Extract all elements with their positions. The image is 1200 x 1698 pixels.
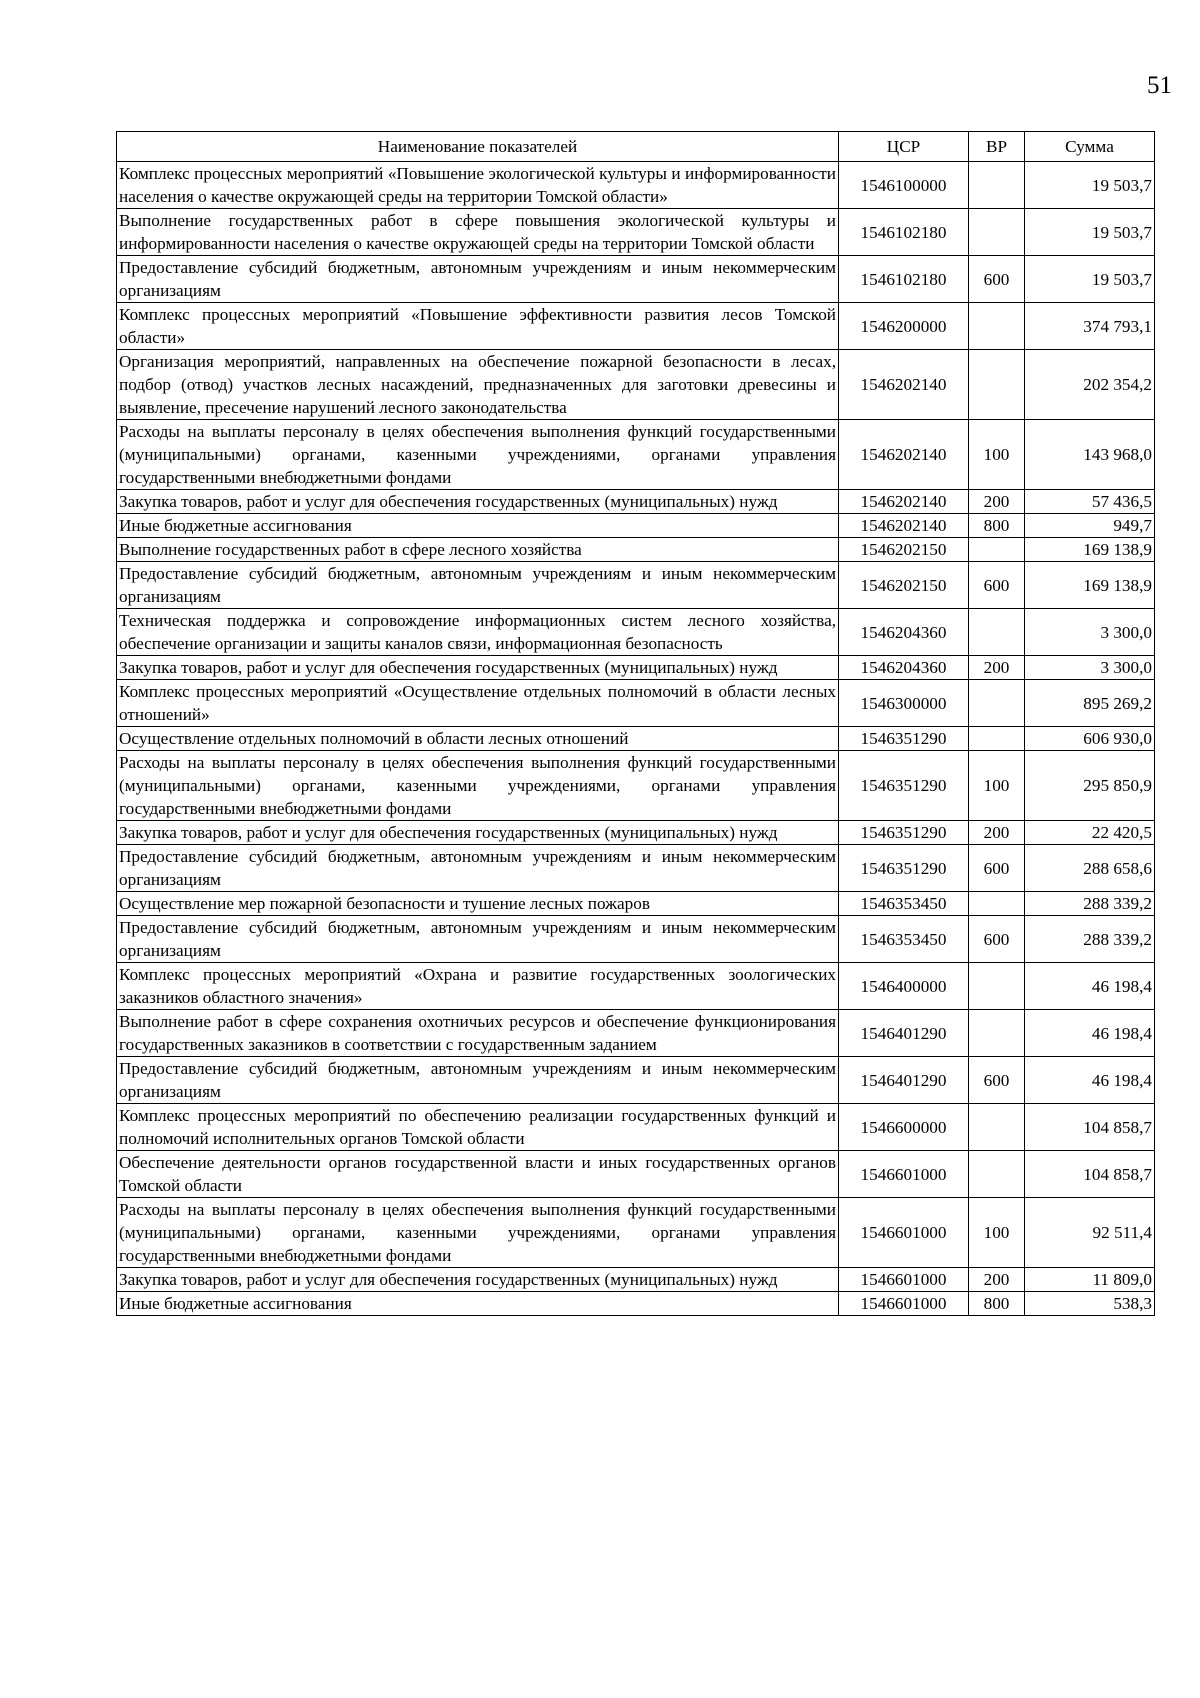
row-vr: 100 — [969, 1198, 1025, 1268]
row-code: 1546351290 — [839, 727, 969, 751]
row-sum: 606 930,0 — [1025, 727, 1155, 751]
row-code: 1546202150 — [839, 538, 969, 562]
row-sum: 46 198,4 — [1025, 1057, 1155, 1104]
row-name: Выполнение работ в сфере сохранения охотничьих ресурсов и обеспечение функционирования государственных заказников в соответствии с государственным заданием — [117, 1010, 839, 1057]
table-row — [117, 916, 1155, 963]
table-row — [117, 256, 1155, 303]
row-vr: 800 — [969, 1292, 1025, 1316]
row-sum: 46 198,4 — [1025, 963, 1155, 1010]
row-name: Закупка товаров, работ и услуг для обеспечения государственных (муниципальных) нужд — [117, 1268, 839, 1292]
row-name: Закупка товаров, работ и услуг для обеспечения государственных (муниципальных) нужд — [117, 490, 839, 514]
row-vr — [969, 1151, 1025, 1198]
table-row — [117, 490, 1155, 514]
row-sum: 202 354,2 — [1025, 350, 1155, 420]
row-code: 1546401290 — [839, 1010, 969, 1057]
row-name: Закупка товаров, работ и услуг для обеспечения государственных (муниципальных) нужд — [117, 656, 839, 680]
row-sum: 143 968,0 — [1025, 420, 1155, 490]
row-code: 1546353450 — [839, 892, 969, 916]
row-vr — [969, 609, 1025, 656]
row-sum: 3 300,0 — [1025, 656, 1155, 680]
table-row — [117, 751, 1155, 821]
row-name: Выполнение государственных работ в сфере лесного хозяйства — [117, 538, 839, 562]
row-sum: 895 269,2 — [1025, 680, 1155, 727]
header-sum: Сумма — [1025, 132, 1155, 162]
row-vr: 100 — [969, 751, 1025, 821]
row-vr — [969, 162, 1025, 209]
table-row — [117, 1268, 1155, 1292]
table-row — [117, 680, 1155, 727]
row-code: 1546202140 — [839, 514, 969, 538]
row-name: Осуществление мер пожарной безопасности и тушение лесных пожаров — [117, 892, 839, 916]
row-name: Предоставление субсидий бюджетным, автономным учреждениям и иным некоммерческим организациям — [117, 1057, 839, 1104]
row-name: Организация мероприятий, направленных на обеспечение пожарной безопасности в лесах, подбор (отвод) участков лесных насаждений, предназначенных для заготовки древесины и выявление, пресечение нарушений лесного законодательства — [117, 350, 839, 420]
row-sum: 288 339,2 — [1025, 916, 1155, 963]
row-name: Техническая поддержка и сопровождение информационных систем лесного хозяйства, обеспечение организации и защиты каналов связи, информационная безопасность — [117, 609, 839, 656]
table-row — [117, 420, 1155, 490]
table-row — [117, 1292, 1155, 1316]
row-code: 1546351290 — [839, 751, 969, 821]
row-name: Комплекс процессных мероприятий «Охрана и развитие государственных зоологических заказников областного значения» — [117, 963, 839, 1010]
row-code: 1546202150 — [839, 562, 969, 609]
table-row — [117, 963, 1155, 1010]
table-row — [117, 350, 1155, 420]
row-vr: 600 — [969, 256, 1025, 303]
row-name: Предоставление субсидий бюджетным, автономным учреждениям и иным некоммерческим организациям — [117, 916, 839, 963]
table-row — [117, 1057, 1155, 1104]
row-vr — [969, 1104, 1025, 1151]
row-code: 1546102180 — [839, 256, 969, 303]
row-code: 1546353450 — [839, 916, 969, 963]
row-code: 1546200000 — [839, 303, 969, 350]
row-sum: 538,3 — [1025, 1292, 1155, 1316]
row-code: 1546202140 — [839, 350, 969, 420]
row-vr — [969, 303, 1025, 350]
row-name: Предоставление субсидий бюджетным, автономным учреждениям и иным некоммерческим организациям — [117, 845, 839, 892]
row-vr — [969, 963, 1025, 1010]
row-name: Предоставление субсидий бюджетным, автономным учреждениям и иным некоммерческим организациям — [117, 562, 839, 609]
row-code: 1546400000 — [839, 963, 969, 1010]
row-vr — [969, 209, 1025, 256]
row-vr — [969, 350, 1025, 420]
row-vr — [969, 892, 1025, 916]
table-row — [117, 514, 1155, 538]
row-code: 1546202140 — [839, 490, 969, 514]
row-code: 1546601000 — [839, 1292, 969, 1316]
row-name: Расходы на выплаты персоналу в целях обеспечения выполнения функций государственными (муниципальными) органами, казенными учреждениями, органами управления государственными внебюджетными фондами — [117, 1198, 839, 1268]
row-vr: 200 — [969, 490, 1025, 514]
row-sum: 92 511,4 — [1025, 1198, 1155, 1268]
row-code: 1546204360 — [839, 609, 969, 656]
row-vr — [969, 727, 1025, 751]
row-vr: 200 — [969, 821, 1025, 845]
row-sum: 11 809,0 — [1025, 1268, 1155, 1292]
row-vr: 600 — [969, 562, 1025, 609]
table-body — [117, 162, 1155, 1316]
header-vr: ВР — [969, 132, 1025, 162]
row-vr — [969, 680, 1025, 727]
table-row — [117, 303, 1155, 350]
row-vr: 600 — [969, 916, 1025, 963]
row-sum: 104 858,7 — [1025, 1151, 1155, 1198]
row-sum: 19 503,7 — [1025, 162, 1155, 209]
row-code: 1546401290 — [839, 1057, 969, 1104]
row-name: Иные бюджетные ассигнования — [117, 1292, 839, 1316]
row-code: 1546300000 — [839, 680, 969, 727]
row-name: Выполнение государственных работ в сфере повышения экологической культуры и информированности населения о качестве окружающей среды на территории Томской области — [117, 209, 839, 256]
row-vr: 600 — [969, 1057, 1025, 1104]
table-row — [117, 1198, 1155, 1268]
row-sum: 169 138,9 — [1025, 538, 1155, 562]
table-row — [117, 609, 1155, 656]
row-code: 1546601000 — [839, 1198, 969, 1268]
row-sum: 374 793,1 — [1025, 303, 1155, 350]
row-vr: 200 — [969, 1268, 1025, 1292]
row-code: 1546600000 — [839, 1104, 969, 1151]
row-sum: 295 850,9 — [1025, 751, 1155, 821]
header-code: ЦСР — [839, 132, 969, 162]
row-sum: 22 420,5 — [1025, 821, 1155, 845]
row-vr: 800 — [969, 514, 1025, 538]
row-vr: 600 — [969, 845, 1025, 892]
budget-table — [116, 131, 1155, 1316]
row-sum: 949,7 — [1025, 514, 1155, 538]
table-row — [117, 562, 1155, 609]
row-name: Комплекс процессных мероприятий по обеспечению реализации государственных функций и полномочий исполнительных органов Томской области — [117, 1104, 839, 1151]
row-vr — [969, 1010, 1025, 1057]
row-name: Комплекс процессных мероприятий «Повышение эффективности развития лесов Томской области» — [117, 303, 839, 350]
table-row — [117, 1151, 1155, 1198]
table-row — [117, 821, 1155, 845]
row-vr: 100 — [969, 420, 1025, 490]
row-name: Обеспечение деятельности органов государственной власти и иных государственных органов Томской области — [117, 1151, 839, 1198]
row-vr — [969, 538, 1025, 562]
table-header — [117, 132, 1155, 162]
row-sum: 19 503,7 — [1025, 209, 1155, 256]
table-row — [117, 209, 1155, 256]
header-row — [117, 132, 1155, 162]
table-row — [117, 1104, 1155, 1151]
row-code: 1546100000 — [839, 162, 969, 209]
table-row — [117, 162, 1155, 209]
table-row — [117, 845, 1155, 892]
row-name: Комплекс процессных мероприятий «Повышение экологической культуры и информированности населения о качестве окружающей среды на территории Томской области» — [117, 162, 839, 209]
row-code: 1546601000 — [839, 1268, 969, 1292]
row-code: 1546351290 — [839, 821, 969, 845]
row-sum: 169 138,9 — [1025, 562, 1155, 609]
row-name: Расходы на выплаты персоналу в целях обеспечения выполнения функций государственными (муниципальными) органами, казенными учреждениями, органами управления государственными внебюджетными фондами — [117, 751, 839, 821]
row-sum: 288 339,2 — [1025, 892, 1155, 916]
table-row — [117, 656, 1155, 680]
table-row — [117, 538, 1155, 562]
row-sum: 288 658,6 — [1025, 845, 1155, 892]
row-sum: 104 858,7 — [1025, 1104, 1155, 1151]
row-name: Закупка товаров, работ и услуг для обеспечения государственных (муниципальных) нужд — [117, 821, 839, 845]
row-sum: 57 436,5 — [1025, 490, 1155, 514]
row-name: Предоставление субсидий бюджетным, автономным учреждениям и иным некоммерческим организациям — [117, 256, 839, 303]
table-row — [117, 892, 1155, 916]
page-number: 51 — [1147, 72, 1172, 99]
table-row — [117, 1010, 1155, 1057]
row-name: Осуществление отдельных полномочий в области лесных отношений — [117, 727, 839, 751]
header-name: Наименование показателей — [117, 132, 839, 162]
row-name: Расходы на выплаты персоналу в целях обеспечения выполнения функций государственными (муниципальными) органами, казенными учреждениями, органами управления государственными внебюджетными фондами — [117, 420, 839, 490]
row-sum: 3 300,0 — [1025, 609, 1155, 656]
row-sum: 46 198,4 — [1025, 1010, 1155, 1057]
row-vr: 200 — [969, 656, 1025, 680]
row-code: 1546601000 — [839, 1151, 969, 1198]
table-row — [117, 727, 1155, 751]
row-code: 1546102180 — [839, 209, 969, 256]
row-name: Комплекс процессных мероприятий «Осуществление отдельных полномочий в области лесных отношений» — [117, 680, 839, 727]
row-sum: 19 503,7 — [1025, 256, 1155, 303]
row-code: 1546351290 — [839, 845, 969, 892]
row-code: 1546204360 — [839, 656, 969, 680]
row-name: Иные бюджетные ассигнования — [117, 514, 839, 538]
row-code: 1546202140 — [839, 420, 969, 490]
